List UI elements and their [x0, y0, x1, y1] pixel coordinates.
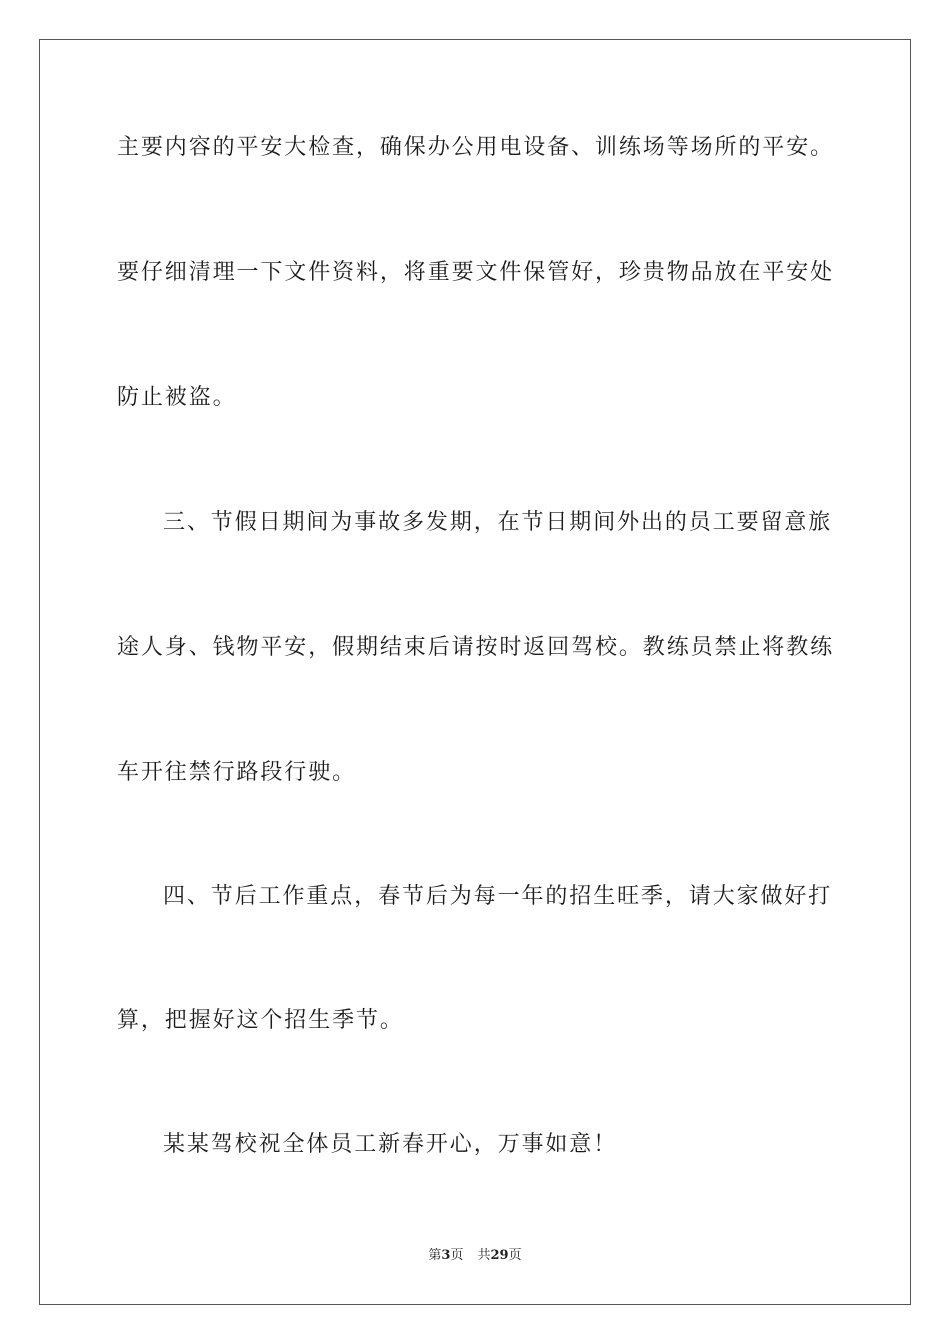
body-line-6: 车开往禁行路段行驶。 [117, 760, 357, 785]
footer-page-prefix: 第 [428, 1248, 442, 1263]
body-line-3: 防止被盗。 [117, 385, 237, 410]
footer-page-suffix: 页 [450, 1248, 464, 1263]
footer-total-pages: 29 [490, 1248, 509, 1263]
body-line-9: 某某驾校祝全体员工新春开心，万事如意！ [163, 1132, 618, 1157]
page-border [39, 39, 911, 1305]
page-footer [0, 1247, 950, 1265]
footer-page-number: 3 [441, 1248, 451, 1263]
body-line-2: 要仔细清理一下文件资料，将重要文件保管好，珍贵物品放在平安处 [117, 260, 835, 285]
body-line-1: 主要内容的平安大检查，确保办公用电设备、训练场等场所的平安。 [117, 135, 835, 160]
footer-total-suffix: 页 [508, 1248, 522, 1263]
body-line-4: 三、节假日期间为事故多发期，在节日期间外出的员工要留意旅 [163, 510, 833, 535]
body-line-7: 四、节后工作重点，春节后为每一年的招生旺季，请大家做好打 [163, 884, 833, 909]
body-line-8: 算，把握好这个招生季节。 [117, 1008, 404, 1033]
body-line-5: 途人身、钱物平安，假期结束后请按时返回驾校。教练员禁止将教练 [117, 635, 835, 660]
footer-total-prefix: 共 [477, 1248, 491, 1263]
